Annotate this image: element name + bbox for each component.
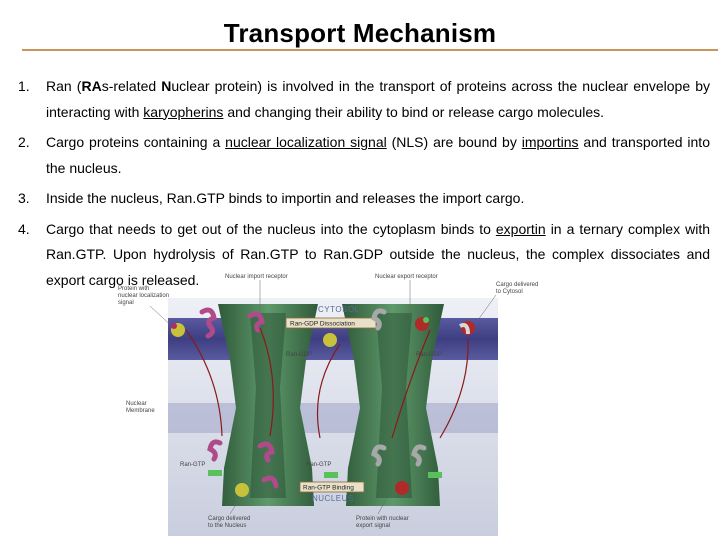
list-item-text: and transported into the nucleus. [46, 134, 710, 176]
list-item-text: (NLS) are bound by [386, 134, 522, 150]
protein-export-label-1: Protein with nuclear [356, 516, 409, 522]
list-item-number: 3. [18, 190, 30, 206]
membrane-label-1: Nuclear [126, 401, 147, 407]
slide-title: Transport Mechanism [223, 18, 497, 48]
list-item-text: s-related [101, 78, 162, 94]
nucleus-label: NUCLEUS [312, 494, 354, 503]
hyperlink-term[interactable]: importins [521, 134, 579, 150]
list-item-text: Cargo that needs to get out of the nucleus into the cytoplasm binds to [46, 220, 496, 237]
list-item-text: Cargo proteins containing a [46, 134, 226, 150]
protein-export-label-2: export signal [356, 523, 391, 529]
protein-nls-label-3: signal [118, 300, 134, 306]
cargo-cytosol-label-2: to Cytosol [496, 289, 523, 295]
protein-nls-label-2: nuclear localization [118, 293, 170, 299]
list-item-text: Inside the nucleus, Ran.GTP binds to importin and releases the import cargo. [46, 190, 525, 206]
export-receptor-label: Nuclear export receptor [375, 274, 438, 280]
list-item-text: in a ternary complex with Ran.GTP. Upon hydrolysis of Ran.GTP to Ran.GDP outside the nucleus, the complex dissociates and export cargo is released. [46, 220, 710, 288]
list-item-text: Ran ( [46, 78, 82, 94]
list-item-number: 4. [18, 220, 30, 237]
ran-gtp-binding-label: Ran-GTP Binding [303, 484, 354, 492]
cargo-cytosol-label-1: Cargo delivered [496, 282, 539, 288]
list-item [18, 186, 710, 212]
ran-gtp-right-label: Ran-GTP [306, 462, 332, 468]
bold-letters: N [161, 78, 172, 94]
list-item-number: 1. [18, 78, 30, 94]
ran-gdp-left-label: Ran-GDP [286, 352, 313, 358]
import-receptor-label: Nuclear import receptor [225, 274, 288, 280]
list-item-text: and changing their ability to bind or release cargo molecules. [223, 103, 604, 120]
title-underline [22, 49, 718, 51]
cytosol-label: CYTOSOL [318, 305, 360, 314]
hyperlink-term[interactable]: karyopherins [143, 103, 224, 120]
list-item [18, 74, 710, 125]
ran-gdp-dissociation-label: Ran-GDP Dissociation [290, 320, 355, 328]
membrane-label-2: Membrane [126, 408, 155, 414]
transport-diagram [110, 268, 550, 536]
hyperlink-term[interactable]: nuclear localization signal [225, 134, 387, 150]
ran-gdp-right-label: Ran-GDP [416, 352, 443, 358]
list-item [18, 130, 710, 181]
bold-letters: RA [81, 78, 102, 94]
protein-nls-label-1: Protein with [118, 286, 150, 292]
ran-gtp-left-label: Ran-GTP [180, 462, 206, 468]
cargo-nucleus-label-2: to the Nucleus [208, 523, 247, 529]
bullet-list [18, 74, 710, 298]
list-item-text: uclear protein) is involved in the transport of proteins across the nuclear envelope by interacting with [46, 78, 711, 120]
hyperlink-term[interactable]: exportin [495, 220, 546, 237]
list-item-number: 2. [18, 134, 30, 150]
cargo-nucleus-label-1: Cargo delivered [208, 516, 251, 522]
